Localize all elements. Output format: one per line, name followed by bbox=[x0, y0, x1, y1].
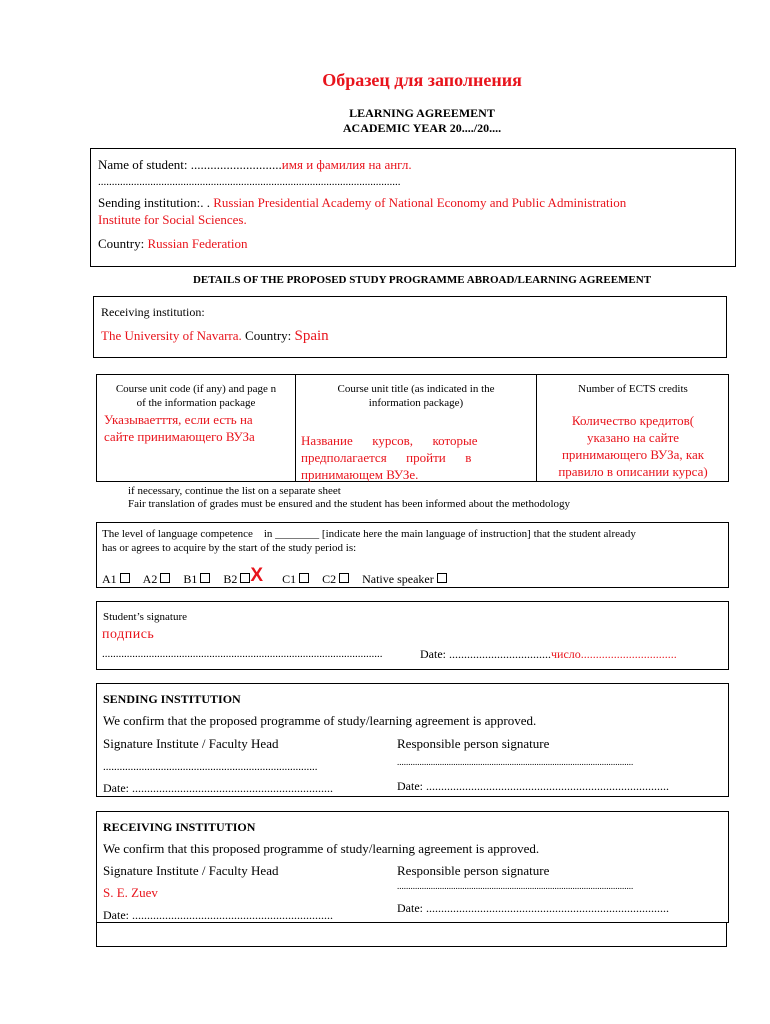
student-date-value[interactable]: число................................ bbox=[551, 647, 677, 661]
option-c1[interactable]: C1 bbox=[282, 572, 309, 586]
course-code-value-2[interactable]: сайте принимающего ВУЗа bbox=[104, 429, 255, 444]
academic-year: ACADEMIC YEAR 20..../20.... bbox=[342, 121, 502, 135]
receiving-country-value[interactable]: Spain bbox=[294, 328, 329, 344]
sample-title: Образец для заполнения bbox=[322, 70, 522, 90]
student-signature-value[interactable]: подпись bbox=[102, 627, 155, 642]
checkbox-icon bbox=[339, 573, 349, 583]
checkbox-icon bbox=[240, 573, 250, 583]
course-code-value-1[interactable]: Указываетття, если есть на bbox=[104, 412, 253, 427]
receiving-sig-left-label: Signature Institute / Faculty Head bbox=[103, 863, 279, 878]
col1-header-1: Course unit code (if any) and page n bbox=[115, 383, 277, 395]
sending-sig-right-label: Responsible person signature bbox=[397, 736, 550, 751]
student-date-line bbox=[420, 647, 677, 662]
ects-value-3[interactable]: принимающего ВУЗа, как bbox=[561, 447, 705, 462]
col3-header: Number of ECTS credits bbox=[578, 383, 688, 395]
note-continue: if necessary, continue the list on a separate sheet bbox=[128, 485, 341, 497]
receiving-head-name[interactable]: S. E. Zuev bbox=[103, 885, 158, 900]
option-a1[interactable]: A1 bbox=[102, 572, 130, 586]
student-name-line bbox=[98, 157, 412, 173]
receiving-institution-confirm-box bbox=[96, 811, 729, 923]
dotted-line: .............................................................................................................. bbox=[98, 176, 401, 188]
col2-header-2: information package) bbox=[368, 397, 464, 409]
receiving-institution-box bbox=[93, 296, 727, 358]
student-signature-box bbox=[96, 601, 729, 670]
sending-sig-right-dots[interactable]: ......................................................................................................... bbox=[397, 757, 634, 767]
checkbox-icon bbox=[160, 573, 170, 583]
receiving-institution-label: Receiving institution: bbox=[101, 305, 205, 319]
checkbox-icon bbox=[299, 573, 309, 583]
option-native[interactable]: Native speaker bbox=[362, 572, 447, 586]
student-name-value[interactable]: имя и фамилия на англ. bbox=[281, 157, 412, 172]
country-label: Country: bbox=[98, 236, 145, 251]
empty-footer-box bbox=[96, 922, 727, 947]
checkbox-icon bbox=[120, 573, 130, 583]
sending-date-right[interactable]: Date: ................................................................................. bbox=[397, 779, 669, 793]
option-c2[interactable]: C2 bbox=[322, 572, 349, 586]
language-line-1: The level of language competence in ________ [indicate here the main language of instruction] that the student already bbox=[102, 528, 636, 540]
option-a2[interactable]: A2 bbox=[143, 572, 171, 586]
language-box bbox=[96, 522, 729, 588]
student-date-label: Date: .................................. bbox=[420, 647, 551, 661]
option-b2[interactable]: B2 X bbox=[223, 565, 264, 586]
sending-institution-line bbox=[98, 195, 626, 211]
col1-header-2: of the information package bbox=[136, 397, 256, 409]
country-line bbox=[98, 236, 248, 252]
selected-x-mark: X bbox=[250, 565, 264, 586]
receiving-institution-line bbox=[101, 328, 329, 345]
ects-value-2[interactable]: указано на сайте bbox=[586, 430, 680, 445]
country-value[interactable]: Russian Federation bbox=[147, 236, 248, 251]
course-title-value-2[interactable]: предполагается пройти в bbox=[301, 450, 472, 465]
course-title-value-1[interactable]: Название курсов, которые bbox=[301, 433, 478, 448]
student-info-box bbox=[90, 148, 736, 267]
sending-confirm: We confirm that the proposed programme of study/learning agreement is approved. bbox=[103, 713, 537, 728]
receiving-confirm: We confirm that this proposed programme of study/learning agreement is approved. bbox=[103, 841, 540, 856]
language-level-options bbox=[102, 567, 447, 589]
sending-heading: SENDING INSTITUTION bbox=[103, 692, 241, 706]
sending-institution-box bbox=[96, 683, 729, 797]
sending-institution-value[interactable]: Russian Presidential Academy of National Economy and Public Administration bbox=[213, 195, 627, 210]
student-signature-label: Student’s signature bbox=[103, 611, 188, 623]
sending-sig-left-dots[interactable]: .............................................................................. bbox=[103, 761, 318, 773]
receiving-sig-right-label: Responsible person signature bbox=[397, 863, 550, 878]
checkbox-icon bbox=[200, 573, 210, 583]
signature-dots: ...................................................................................................... bbox=[102, 648, 383, 660]
sending-institution-value-cont[interactable]: Institute for Social Sciences. bbox=[98, 212, 247, 227]
sending-institution-label: Sending institution:. . bbox=[98, 195, 210, 210]
doc-title: LEARNING AGREEMENT bbox=[349, 106, 495, 120]
receiving-date-left[interactable]: Date: ................................................................... bbox=[103, 908, 333, 922]
receiving-institution-value[interactable]: The University of Navarra. bbox=[101, 328, 242, 343]
receiving-heading: RECEIVING INSTITUTION bbox=[103, 820, 256, 834]
receiving-country-label: Country: bbox=[245, 328, 292, 343]
receiving-sig-right-dots[interactable]: ......................................................................................................... bbox=[397, 881, 634, 891]
checkbox-icon bbox=[437, 573, 447, 583]
receiving-date-right[interactable]: Date: ................................................................................. bbox=[397, 901, 669, 915]
sending-sig-left-label: Signature Institute / Faculty Head bbox=[103, 736, 279, 751]
course-table bbox=[96, 374, 729, 482]
ects-value-1[interactable]: Количество кредитов( bbox=[571, 413, 695, 428]
language-line-2: has or agrees to acquire by the start of the study period is: bbox=[102, 542, 357, 554]
student-name-label: Name of student: ............................ bbox=[98, 157, 282, 172]
option-b1[interactable]: B1 bbox=[183, 572, 210, 586]
course-title-value-3[interactable]: принимающем ВУЗе. bbox=[301, 467, 419, 482]
sending-date-left[interactable]: Date: ................................................................... bbox=[103, 781, 333, 795]
note-grades: Fair translation of grades must be ensured and the student has been informed about the methodology bbox=[128, 498, 571, 510]
details-heading: DETAILS OF THE PROPOSED STUDY PROGRAMME ABROAD/LEARNING AGREEMENT bbox=[192, 274, 652, 286]
col2-header-1: Course unit title (as indicated in the bbox=[337, 383, 495, 395]
ects-value-4[interactable]: правило в описании курса) bbox=[558, 464, 708, 479]
